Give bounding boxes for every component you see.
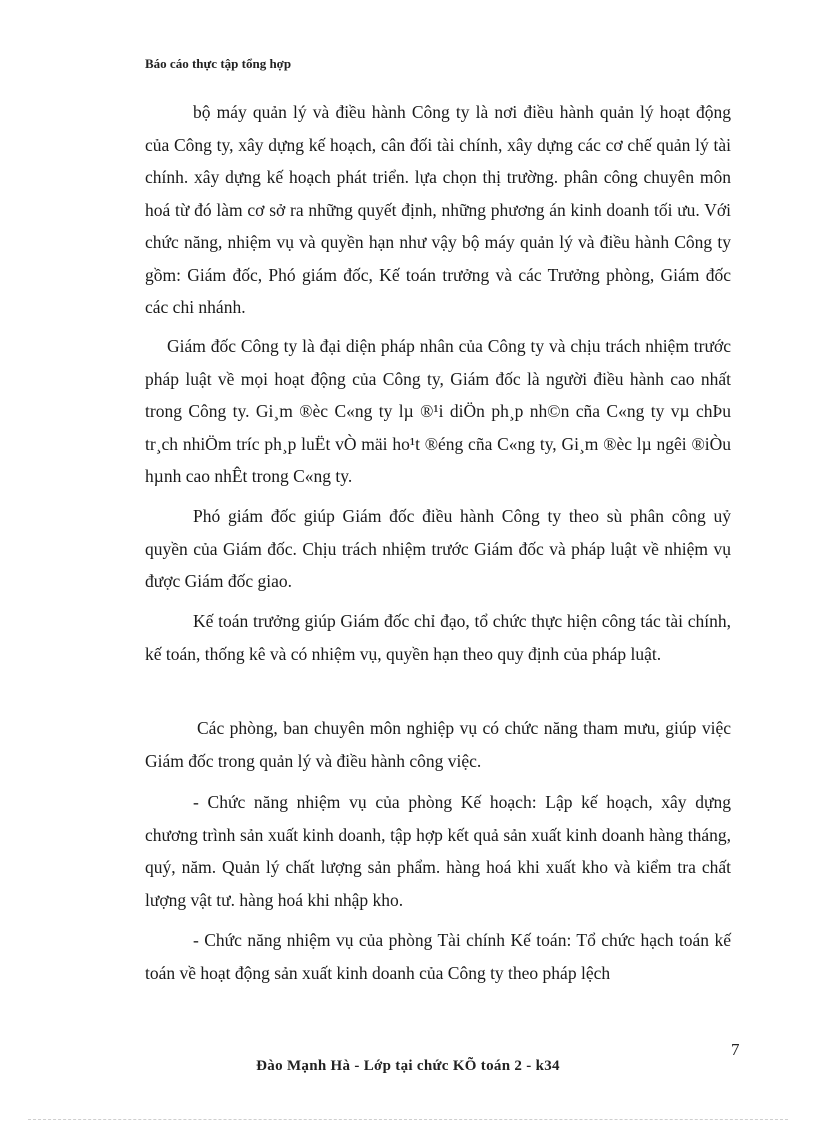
paragraph-finance-department: - Chức năng nhiệm vụ của phòng Tài chính Kế toán: Tổ chức hạch toán kế toán về hoạt động sản xuất kinh doanh của Công ty theo pháp lệch — [145, 930, 731, 983]
paragraph-deputy-director: Phó giám đốc giúp Giám đốc điều hành Công ty theo sù phân công uỷ quyền của Giám đốc. Chịu trách nhiệm trước Giám đốc và pháp luật về nhiệm vụ được Giám đốc giao. — [145, 506, 731, 591]
page-footer: Đào Mạnh Hà - Lớp tại chức KÕ toán 2 - k34 — [256, 1058, 560, 1074]
paragraph-planning-department: - Chức năng nhiệm vụ của phòng Kế hoạch: Lập kế hoạch, xây dựng chương trình sản xuất kinh doanh, tập hợp kết quả sản xuất kinh doanh hàng tháng, quý, năm. Quản lý chất lượng sản phẩm. hàng hoá khi xuất kho và kiểm tra chất lượng vật tư. hàng hoá khi nhập kho. — [145, 792, 731, 910]
paragraph-chief-accountant: Kế toán trưởng giúp Giám đốc chỉ đạo, tổ chức thực hiện công tác tài chính, kế toán, thống kê và có nhiệm vụ, quyền hạn theo quy định của pháp luật. — [145, 611, 731, 664]
paragraph-management-structure: bộ máy quản lý và điều hành Công ty là nơi điều hành quản lý hoạt động của Công ty, xây dựng kế hoạch, cân đối tài chính, xây dựng các cơ chế quản lý tài chính. xây dựng kế hoạch phát triển. lựa chọn thị trường. phân công chuyên môn hoá từ đó làm cơ sở ra những quyết định, những phương án kinh doanh tối ưu. Với chức năng, nhiệm vụ và quyền hạn như vậy bộ máy quản lý và điều hành Công ty gồm: Giám đốc, Phó giám đốc, Kế toán trưởng và các Trưởng phòng, Giám đốc các chi nhánh. — [145, 102, 731, 317]
page-bottom-divider — [28, 1119, 788, 1120]
page-header: Báo cáo thực tập tổng hợp — [145, 56, 292, 71]
paragraph-departments: Các phòng, ban chuyên môn nghiệp vụ có chức năng tham mưu, giúp việc Giám đốc trong quản lý và điều hành công việc. — [145, 718, 731, 771]
page-number: 7 — [731, 1040, 740, 1059]
paragraph-director: Giám đốc Công ty là đại diện pháp nhân của Công ty và chịu trách nhiệm trước pháp luật về mọi hoạt động của Công ty, Giám đốc là người điều hành cao nhất trong Công ty. Gi¸m ®èc C«ng ty lµ ®¹i diÖn ph¸p nh©n cña C«ng ty vµ chÞu tr¸ch nhiÖm tríc ph¸p luËt vÒ mäi ho¹t ®éng cña C«ng ty, Gi¸m ®èc lµ ngêi ®iÒu hµnh cao nhÊt trong C«ng ty. — [145, 336, 731, 486]
